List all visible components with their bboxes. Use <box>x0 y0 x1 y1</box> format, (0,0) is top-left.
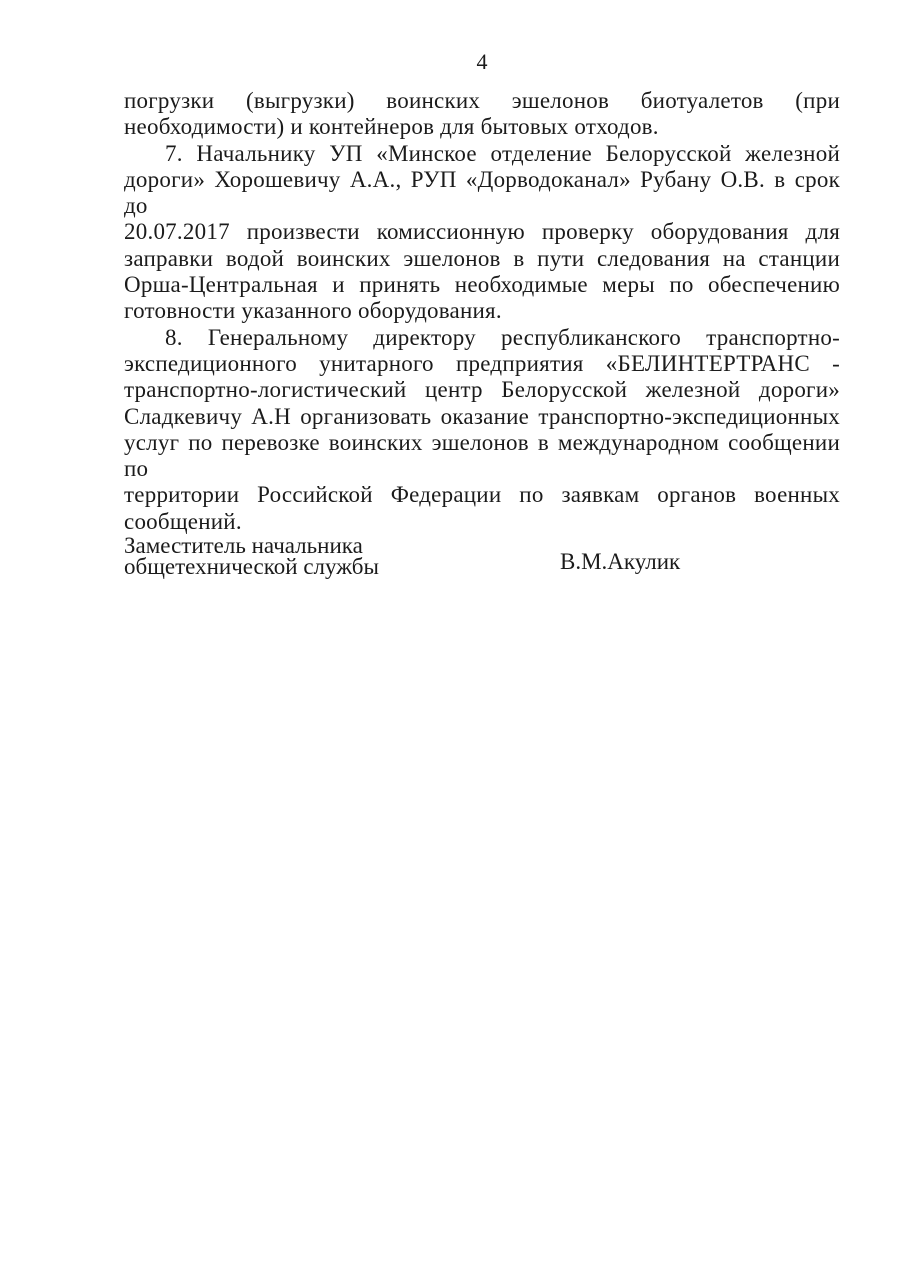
text-line: Сладкевичу А.Н организовать оказание транспортно-экспедиционных <box>124 403 840 429</box>
signature-block <box>124 533 379 579</box>
text-line: дороги» Хорошевичу А.А., РУП «Дорводоканал» Рубану О.В. в срок до <box>124 166 840 219</box>
text-line: 8. Генеральному директору республиканского транспортно- <box>165 324 840 350</box>
text-line: необходимости) и контейнеров для бытовых отходов. <box>124 114 659 140</box>
signature-title-line-1: Заместитель начальника <box>124 533 363 558</box>
paragraph <box>124 325 840 535</box>
text-line: услуг по перевозке воинских эшелонов в международном сообщении по <box>124 429 840 482</box>
page-number: 4 <box>476 49 488 74</box>
document-body <box>124 88 840 535</box>
paragraph <box>124 141 840 325</box>
text-line: Орша-Центральная и принять необходимые меры по обеспечению <box>124 272 840 298</box>
text-line: заправки водой воинских эшелонов в пути следования на станции <box>124 245 840 271</box>
text-line: сообщений. <box>124 508 242 534</box>
text-line: 20.07.2017 произвести комиссионную проверку оборудования для <box>124 219 840 245</box>
signature-name: В.М.Акулик <box>560 549 681 574</box>
text-line: транспортно-логистический центр Белорусской железной дороги» <box>124 377 840 403</box>
text-line: 7. Начальнику УП «Минское отделение Белорусской железной <box>165 140 840 166</box>
signature-title-line-2: общетехнической службы <box>124 553 379 579</box>
text-line: погрузки (выгрузки) воинских эшелонов биотуалетов (при <box>124 88 840 113</box>
text-line: территории Российской Федерации по заявкам органов военных <box>124 482 840 508</box>
text-line: экспедиционного унитарного предприятия «БЕЛИНТЕРТРАНС - <box>124 350 840 376</box>
text-line: готовности указанного оборудования. <box>124 298 502 324</box>
paragraph <box>124 88 840 141</box>
